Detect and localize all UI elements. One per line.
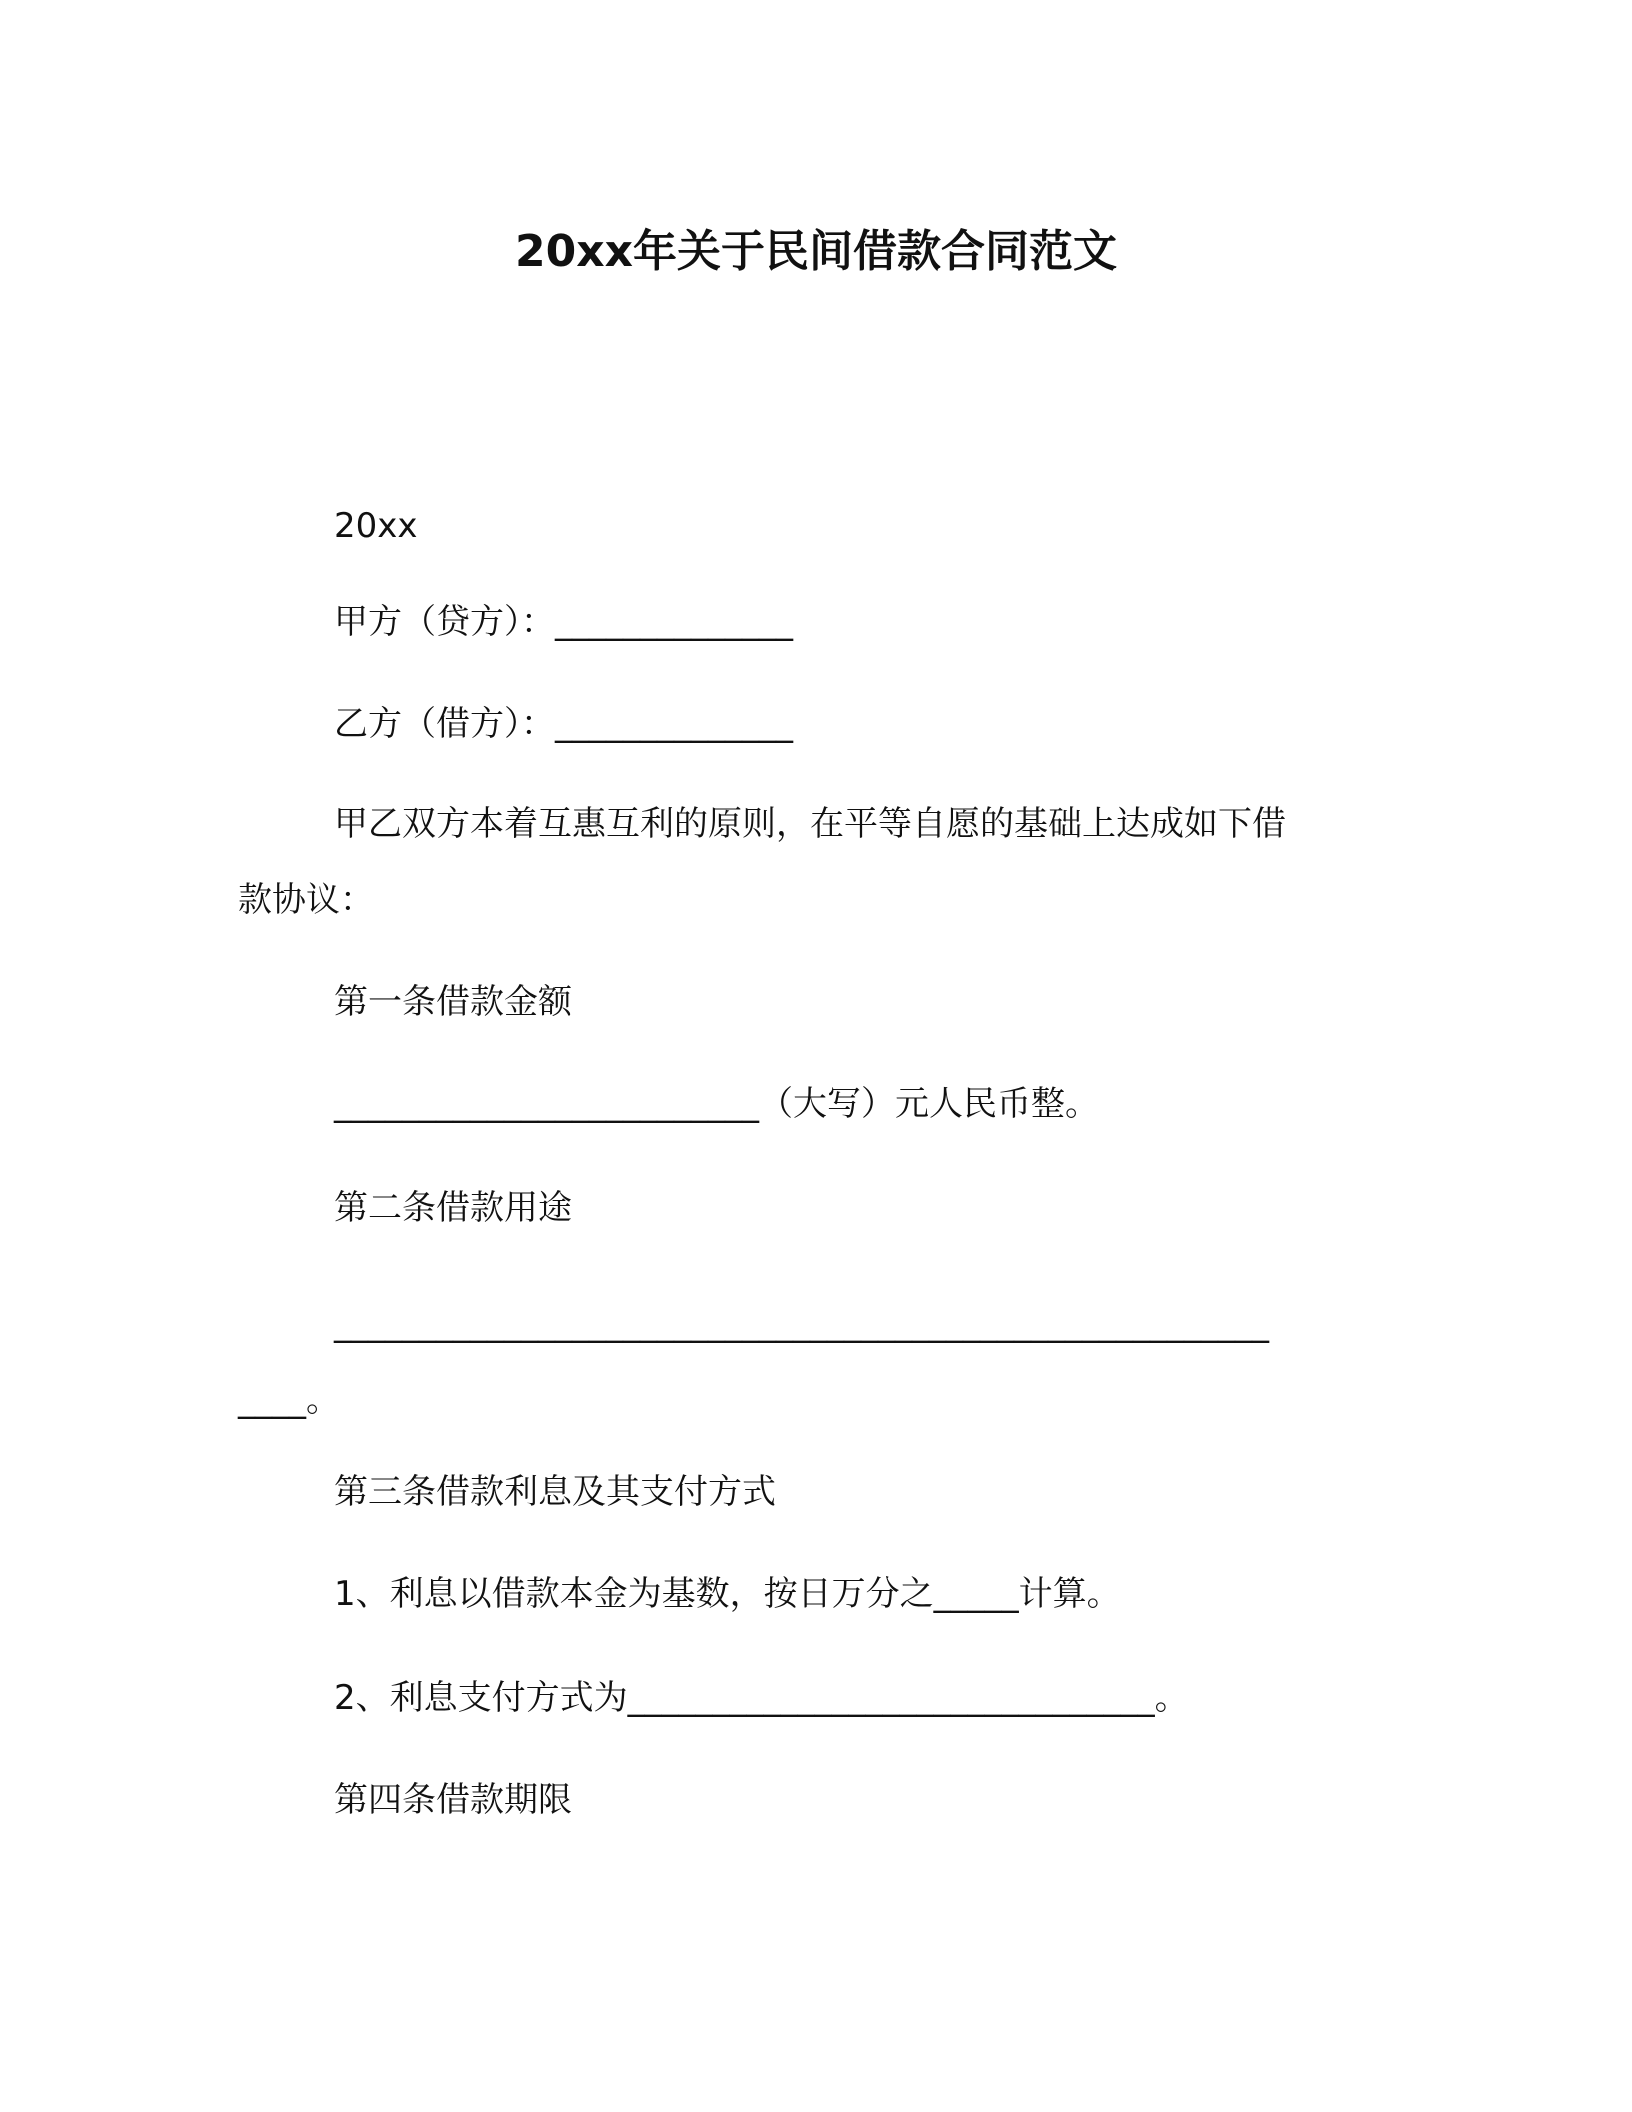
article-2-body-line-1: _______________________________________________________	[334, 1304, 1269, 1344]
intro-line-2: 款协议：	[238, 880, 374, 920]
document-title: 20xx年关于民间借款合同范文	[515, 226, 1117, 277]
intro-line-1: 甲乙双方本着互惠互利的原则，在平等自愿的基础上达成如下借	[334, 804, 1286, 844]
party-a-line: 甲方（贷方）：______________	[334, 602, 793, 642]
article-3-title: 第三条借款利息及其支付方式	[334, 1472, 776, 1512]
party-b-line: 乙方（借方）：______________	[334, 704, 793, 744]
article-4-title: 第四条借款期限	[334, 1780, 572, 1820]
article-3-item-2: 2、利息支付方式为_______________________________。	[334, 1678, 1189, 1718]
article-2-body-line-2: ____。	[238, 1380, 340, 1420]
year-line: 20xx	[334, 506, 418, 546]
article-3-item-1: 1、利息以借款本金为基数，按日万分之_____计算。	[334, 1574, 1121, 1614]
article-2-title: 第二条借款用途	[334, 1188, 572, 1228]
article-1-body: _________________________（大写）元人民币整。	[334, 1084, 1099, 1124]
article-1-title: 第一条借款金额	[334, 982, 572, 1022]
